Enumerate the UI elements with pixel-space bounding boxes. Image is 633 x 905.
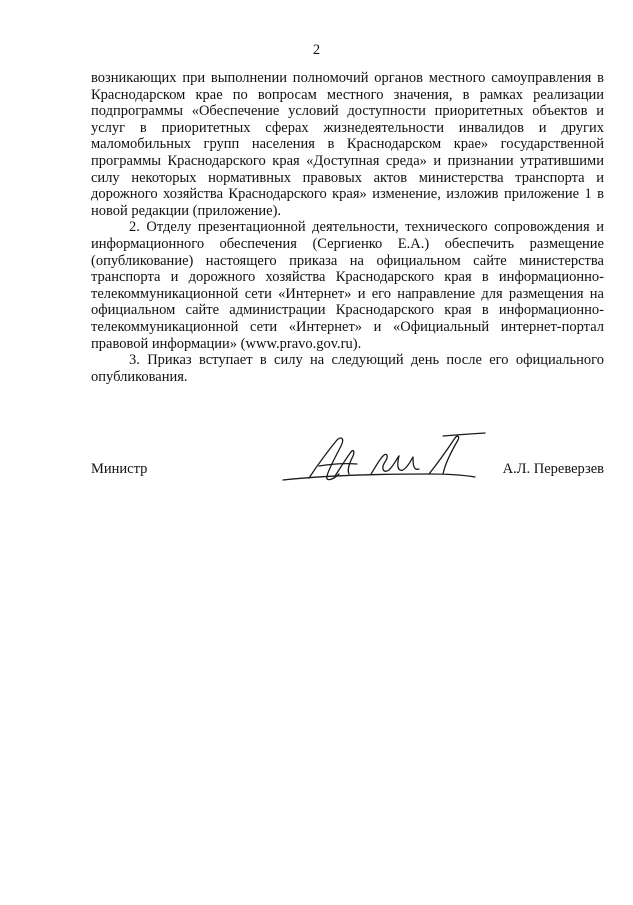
signature-block bbox=[91, 430, 604, 490]
signer-position: Министр bbox=[91, 461, 148, 477]
paragraph-item-3: 3. Приказ вступает в силу на следующий день после его официального опубликования. bbox=[91, 352, 604, 385]
handwritten-signature bbox=[279, 430, 499, 492]
paragraph-item-2: 2. Отделу презентационной деятельности, технического сопровождения и информационного обеспечения (Сергиенко Е.А.) обеспечить размещение (опубликование) настоящего приказа на официальном сайте министерства транспорта и дорожного хозяйства Краснодарского края в информационно-телекоммуникационной сети «Интернет» и его направление для размещения на официальном сайте администрации Краснодарского края в информационно-телекоммуникационной сети «Интернет» и «Официальный интернет-портал правовой информации» (www.pravo.gov.ru). bbox=[91, 219, 604, 352]
page-number: 2 bbox=[312, 42, 321, 58]
signer-name: А.Л. Переверзев bbox=[502, 461, 604, 477]
paragraph-continuation: возникающих при выполнении полномочий органов местного самоуправления в Краснодарском крае по вопросам местного значения, в рамках реализации подпрограммы «Обеспечение условий доступности приоритетных объектов и услуг в приоритетных сферах жизнедеятельности инвалидов и других маломобильных групп населения в Краснодарском крае» государственной программы Краснодарского края «Доступная среда» и признании утратившими силу некоторых нормативных правовых актов министерства транспорта и дорожного хозяйства Краснодарского края» изменение, изложив приложение 1 в новой редакции (приложение). bbox=[91, 70, 604, 219]
document-body bbox=[91, 70, 604, 385]
